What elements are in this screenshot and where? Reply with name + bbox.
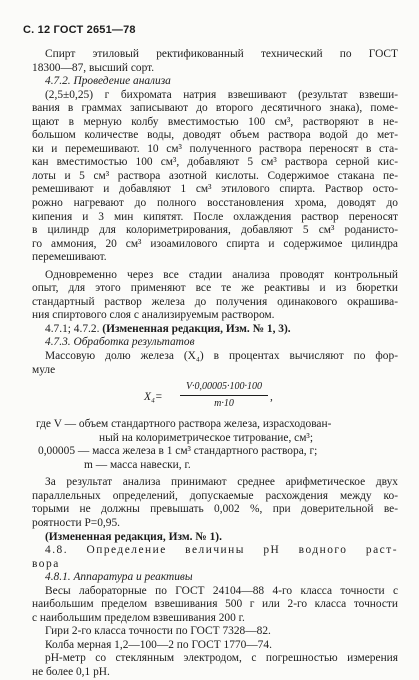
text-line: рожно нагревают до полного восстановления хрома, доводят до — [32, 197, 398, 210]
text-line: Массовую долю железа (X₄) в процентах вычисляют по фор- — [45, 350, 398, 363]
text-line: ния спиртового слоя с анализируемым раствором. — [32, 309, 275, 322]
text-line: кан вместимостью 100 см³, добавляют 5 см³ раствора серной кис- — [32, 156, 398, 169]
text-line: Одновременно через все стадии анализа проводят контрольный — [45, 268, 398, 281]
text-line: опыт, для этого применяют все те же реактивы и из бюретки — [32, 282, 398, 295]
definition-line: где V — объем стандартного раствора железа, израсходован- — [36, 418, 332, 431]
formula-denominator: m·10 — [214, 397, 234, 409]
text-line: 18300—87, высший сорт. — [32, 61, 155, 74]
definition-line: m — масса навески, г. — [84, 458, 191, 471]
section-heading: 4.8. Определение величины рН водного раст- — [45, 544, 398, 557]
page-header: С. 12 ГОСТ 2651—78 — [23, 24, 136, 36]
text-line: роятности P=0,95. — [32, 516, 120, 529]
definition-line: 0,00005 — масса железа в 1 см³ стандартного раствора, г; — [38, 445, 318, 458]
text-line: Колба мерная 1,2—100—2 по ГОСТ 1770—74. — [45, 638, 272, 651]
text-line: Гири 2-го класса точности по ГОСТ 7328—82. — [45, 625, 271, 638]
text-line: параллельных определений, допускаемые расхождения между ко- — [32, 489, 398, 502]
text-line: муле — [32, 363, 56, 376]
text-line: большом количестве воды, доводят объем раствора водой до мет- — [32, 129, 398, 142]
text-line: стандартный раствор железа до получения одинакового окрашива- — [32, 295, 398, 308]
text-line: Спирт этиловый ректификованный технический по ГОСТ — [45, 48, 398, 60]
section-heading: 4.7.2. Проведение анализа — [45, 75, 171, 88]
text-line: (2,5±0,25) г бихромата натрия взвешивают (результат взвеши- — [45, 88, 398, 101]
text-line: не более 0,1 рН. — [32, 665, 110, 678]
text-line: рН-метр со стеклянным электродом, с погрешностью измерения — [45, 652, 398, 665]
text-line: ремешивают и добавляют 1 см³ этилового спирта. Раствор осто- — [32, 183, 398, 196]
amendment-note: (Измененная редакция, Изм. № 1). — [45, 530, 222, 543]
formula-comma: , — [270, 391, 273, 404]
text-line: кипения и 3 мин кипятят. После охлаждения раствор переносят — [32, 210, 398, 223]
text-line: щают в мерную колбу вместимостью 100 см³, растворяют в не- — [32, 115, 398, 128]
amendment-note: (Измененная редакция, Изм. № 1, 3). — [102, 322, 291, 335]
text-line: торыми не должны превышать 0,002 %, при доверительной ве- — [32, 503, 398, 516]
text-line: За результат анализа принимают среднее арифметическое двух — [45, 476, 398, 489]
text-line: наибольшим пределом взвешивания 500 г или 2-го класса точности — [32, 598, 398, 611]
formula-lhs: X₄= — [144, 391, 163, 404]
text-line: Весы лабораторные по ГОСТ 24104—88 4-го класса точности с — [45, 584, 398, 597]
iron-fraction-formula — [32, 380, 398, 416]
text-line: с наибольшим пределом взвешивания 200 г. — [32, 611, 245, 624]
definition-line: ный на колориметрическое титрование, см³; — [99, 431, 314, 444]
section-heading: 4.8.1. Аппаратура и реактивы — [45, 571, 193, 584]
text-line: лоты и 5 см³ раствора азотной кислоты. Содержимое стакана пе- — [32, 169, 398, 182]
amendment-line — [32, 323, 398, 337]
text-line: ки и перемешивают. 10 см³ полученного раствора переносят в ста- — [32, 142, 398, 155]
text-line: перемешивают. — [32, 251, 107, 264]
text-line: в цилиндр для колориметрирования, добавляют 5 см³ роданисто- — [32, 224, 398, 237]
formula-numerator: V·0,00005·100·100 — [180, 380, 268, 396]
text-line: го аммония, 20 см³ изоамилового спирта и содержимое цилиндра — [32, 237, 398, 250]
document-body — [32, 48, 398, 680]
text-line: вания в граммах записывают до второго десятичного знака), поме- — [32, 102, 398, 115]
section-ref: 4.7.1; 4.7.2. — [45, 322, 100, 335]
formula-fraction — [180, 380, 268, 410]
section-heading: 4.7.3. Обработка результатов — [45, 336, 195, 349]
section-heading: вора — [32, 557, 60, 570]
